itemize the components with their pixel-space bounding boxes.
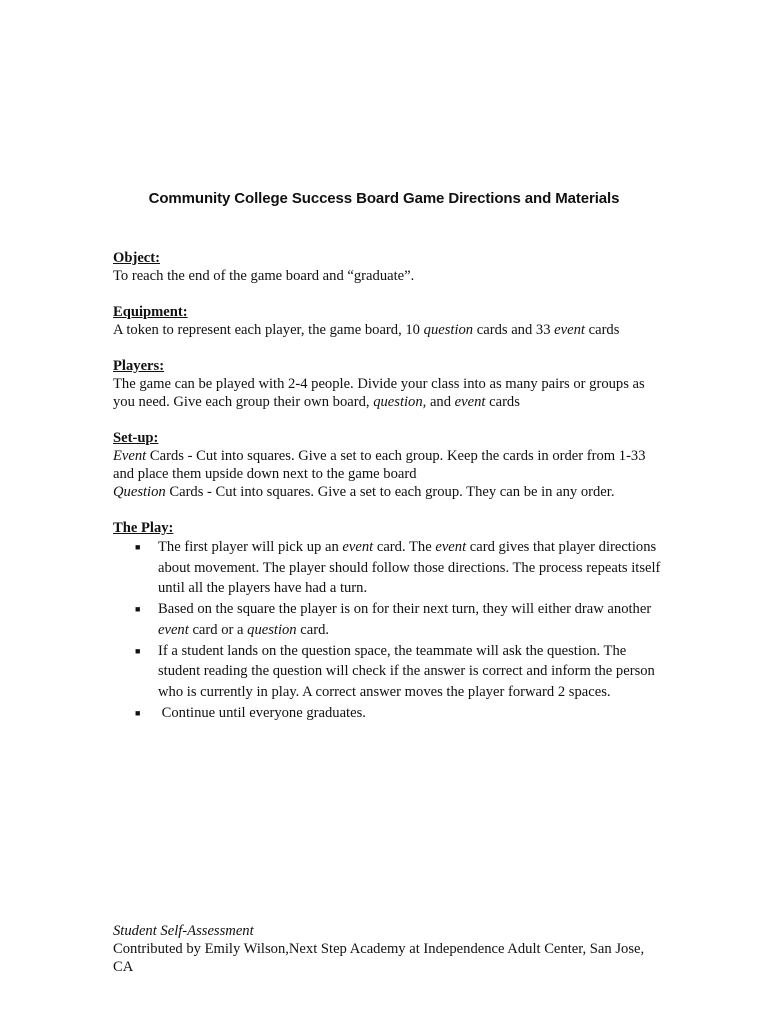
- players-event-em: event: [454, 394, 486, 410]
- equipment-text: [113, 321, 661, 339]
- document-footer: [113, 922, 653, 976]
- setup-question-text: Cards - Cut into squares. Give a set to each group. They can be in any order.: [165, 484, 615, 500]
- equipment-text-part: cards: [584, 322, 620, 338]
- item-event-em: event: [342, 539, 374, 555]
- footer-credit: Contributed by Emily Wilson,Next Step Academy at Independence Adult Center, San Jose, CA: [113, 941, 645, 975]
- object-text: To reach the end of the game board and “graduate”.: [113, 268, 415, 284]
- item-text: Continue until everyone graduates.: [158, 704, 366, 721]
- equipment-heading: Equipment:: [113, 304, 188, 320]
- equipment-text-part: A token to represent each player, the game board, 10: [113, 322, 424, 338]
- equipment-section: [113, 303, 661, 339]
- item-text-part: card gives that player directions about movement. The player should follow those directions. The process repeats itself until all the players have had a turn.: [158, 539, 661, 597]
- item-event-em: event: [158, 621, 189, 638]
- square-bullet-icon: ■: [135, 707, 141, 718]
- item-question-em: question: [247, 621, 297, 638]
- setup-question-em: Question: [113, 484, 166, 500]
- setup-heading: Set-up:: [113, 430, 159, 446]
- item-text: If a student lands on the question space, the teammate will ask the question. The student reading the question will check if the answer is correct and inform the person who is currently in play. A correct answer moves the player forward 2 spaces.: [158, 642, 655, 700]
- footer-category: [113, 922, 653, 940]
- play-heading: The Play:: [113, 520, 174, 536]
- setup-section: [113, 429, 661, 501]
- list-item: [113, 703, 661, 724]
- play-section: [113, 519, 661, 723]
- object-heading: Object:: [113, 250, 161, 266]
- square-bullet-icon: ■: [135, 542, 141, 552]
- list-item: [113, 599, 661, 640]
- document-body: [113, 249, 661, 741]
- equipment-question-em: question: [423, 322, 474, 338]
- item-text-part: The first player will pick up an: [158, 539, 343, 555]
- item-text-part: Based on the square the player is on for their next turn, they will either draw another: [158, 601, 652, 618]
- list-item: [113, 537, 661, 599]
- players-question-em: question,: [373, 394, 427, 410]
- equipment-event-em: event: [554, 322, 585, 338]
- setup-event-line: [113, 447, 661, 483]
- square-bullet-icon: ■: [135, 604, 141, 615]
- setup-question-line: [113, 483, 661, 501]
- players-text: [113, 375, 661, 411]
- players-heading: Players:: [113, 358, 165, 374]
- footer-category-em: Student Self-Assessment: [113, 923, 254, 939]
- players-text-part: The game can be played with 2-4 people. Divide your class into as many pairs or groups as you need. Give each group their own board,: [113, 376, 645, 410]
- item-text-part: card. The: [373, 539, 436, 555]
- players-section: [113, 357, 661, 411]
- setup-event-em: Event: [113, 448, 147, 464]
- document-title: Community College Success Board Game Directions and Materials: [148, 190, 620, 207]
- players-text-part: cards: [485, 394, 520, 410]
- players-text-part: and: [426, 394, 455, 410]
- item-text-part: card.: [296, 621, 330, 638]
- item-text-part: card or a: [188, 621, 248, 638]
- equipment-text-part: cards and 33: [473, 322, 555, 338]
- play-list: [113, 537, 661, 723]
- item-event-em: event: [435, 539, 467, 555]
- setup-event-text: Cards - Cut into squares. Give a set to each group. Keep the cards in order from 1-33 and place them upside down next to the game board: [113, 448, 646, 482]
- object-section: [113, 249, 661, 285]
- square-bullet-icon: ■: [135, 645, 141, 656]
- list-item: [113, 641, 661, 703]
